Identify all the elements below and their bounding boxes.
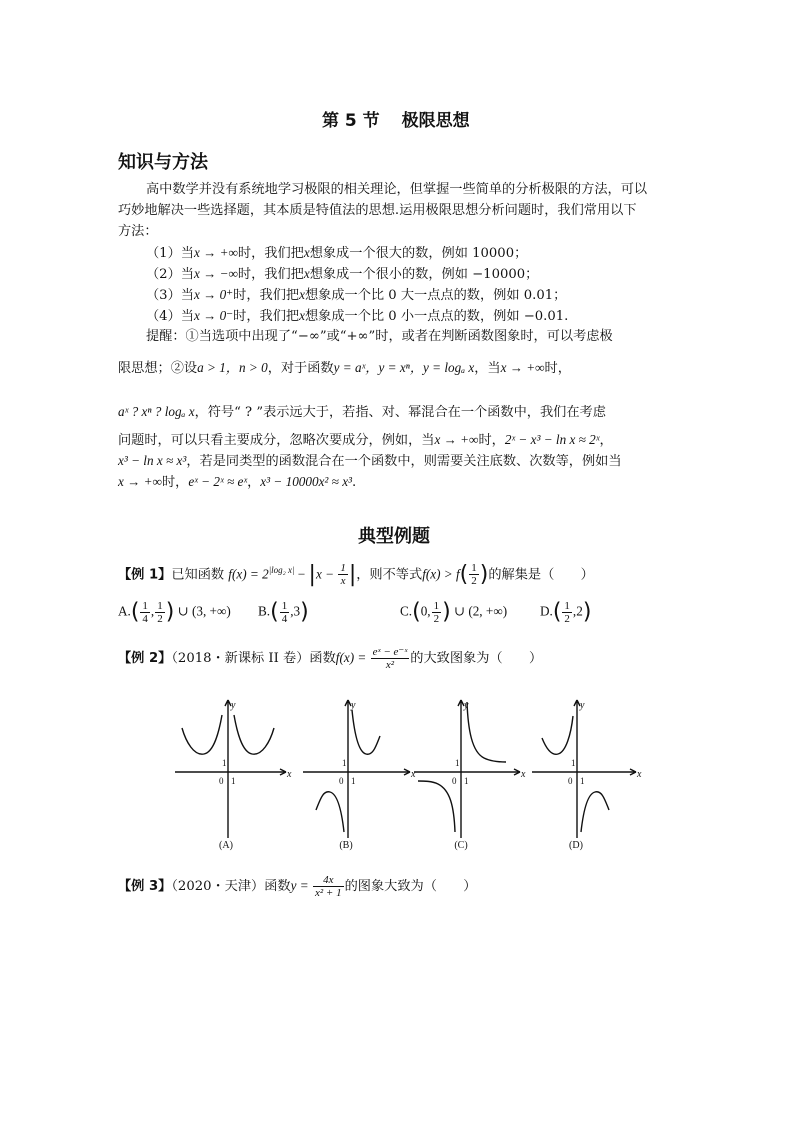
graph-a-right-branch xyxy=(234,715,274,754)
method-4-num: （4）当 xyxy=(146,309,194,324)
tip-4b: x → +∞ xyxy=(434,432,479,447)
knowledge-heading: 知识与方法 xyxy=(118,152,208,173)
method-3-mid: 时，我们把 xyxy=(233,288,300,303)
example-2-graphs xyxy=(170,690,640,860)
tip-line-2 xyxy=(118,358,571,379)
tip-3b: ，符号“ ? ”表示远大于，若指、对、幂混合在一个函数中，我们在考虑 xyxy=(194,405,606,420)
tip-6e: x³ − 10000x² ≈ x³ xyxy=(260,474,353,489)
method-4-limit: x → 0⁻ xyxy=(193,308,234,323)
graph-b-tick-1: 1 xyxy=(351,776,356,786)
example-1-label: 【例 1】 xyxy=(118,567,172,583)
graph-b[interactable] xyxy=(303,700,410,838)
tip-3a: aˣ ? xⁿ ? logₐ x xyxy=(118,404,195,419)
option-b-end: 3 xyxy=(293,603,301,619)
option-d-end: 2 xyxy=(576,603,583,619)
method-3-rest: 想象成一个比 0 大一点点的数，例如 0.01； xyxy=(304,288,567,303)
method-1-var: x xyxy=(303,245,310,260)
tip-4a: 问题时，可以只看主要成分，忽略次要成分，例如，当 xyxy=(118,433,435,448)
option-d-frac-den: 2 xyxy=(564,613,570,625)
tip-6a: x → +∞ xyxy=(118,474,162,489)
option-b-letter: B. xyxy=(258,603,271,619)
graph-a-origin: 0 xyxy=(219,776,224,786)
graph-b-ytick-1: 1 xyxy=(342,758,347,768)
example-1-half xyxy=(469,562,479,587)
option-c-frac xyxy=(432,600,442,625)
example-3 xyxy=(118,874,476,899)
example-3-source: （2020・天津）函数 xyxy=(171,879,291,894)
tip-line-6 xyxy=(118,472,356,493)
intro-line-3: 方法： xyxy=(118,224,158,239)
graph-d-tick-1: 1 xyxy=(580,776,585,786)
tip-2a: 限思想；②设 xyxy=(118,361,198,376)
example-2-frac-den: x² xyxy=(385,659,395,671)
tip-2b: a > 1，n > 0 xyxy=(197,360,268,375)
tip-2e: ，当 xyxy=(474,361,501,376)
tip-2c: ，对于函数 xyxy=(267,361,334,376)
graph-a-caption: (A) xyxy=(219,840,233,851)
tip-5a: x³ − ln x ≈ x³ xyxy=(118,453,187,468)
option-b-frac-den: 4 xyxy=(281,613,288,625)
tip-2f: x → +∞ xyxy=(500,360,545,375)
example-1-mid: ，则不等式 xyxy=(356,567,423,583)
graph-d-left-branch xyxy=(542,716,573,754)
section-name: 极限思想 xyxy=(401,111,470,131)
tip-4c: 时， xyxy=(478,433,505,448)
graph-a-tick-1: 1 xyxy=(231,776,236,786)
graph-d-caption: (D) xyxy=(569,840,583,851)
graph-b-right-branch xyxy=(352,710,380,754)
option-a-frac-1-num: 1 xyxy=(142,600,148,612)
example-1-frac xyxy=(338,562,348,587)
method-3-num: （3）当 xyxy=(146,288,194,303)
method-1-num: （1）当 xyxy=(146,246,194,261)
tip-6b: 时， xyxy=(161,475,189,490)
method-2-rest: 想象成一个很小的数，例如 −10000； xyxy=(309,267,539,282)
example-1-exponent: |log₂ x| xyxy=(268,565,295,575)
method-2-num: （2）当 xyxy=(146,267,194,282)
example-2-source: （2018・新课标 II 卷）函数 xyxy=(171,651,336,666)
graph-a-x-label: x xyxy=(287,769,292,780)
graph-a-left-branch xyxy=(182,715,222,754)
example-1-minus: − xyxy=(294,566,309,582)
example-3-frac-den: x² + 1 xyxy=(314,887,342,899)
example-1-half-den: 2 xyxy=(471,575,477,588)
option-a-frac-1 xyxy=(140,600,150,625)
graph-c-caption: (C) xyxy=(454,840,468,851)
graph-b-y-label: y xyxy=(351,700,356,711)
method-1-limit: x → +∞ xyxy=(193,245,238,260)
example-2-frac xyxy=(371,646,410,671)
graph-d-ytick-1: 1 xyxy=(571,758,576,768)
section-number: 第 5 节 xyxy=(322,111,380,131)
graph-d[interactable] xyxy=(532,700,636,838)
graph-c-tick-1: 1 xyxy=(464,776,469,786)
method-4-var: x xyxy=(299,308,305,323)
method-1 xyxy=(146,243,527,264)
graph-b-caption: (B) xyxy=(339,840,353,851)
tip-line-3 xyxy=(118,402,606,423)
example-1-abs-x: x − xyxy=(315,566,338,582)
examples-heading: 典型例题 xyxy=(358,526,430,547)
option-a-frac-2 xyxy=(155,600,165,625)
example-2-post: 的大致图象为（ ） xyxy=(410,651,543,666)
option-c-frac-den: 2 xyxy=(433,613,440,625)
option-c[interactable]: C.(0, $\frac{1}{2}$ ) ∪ (2, +∞) xyxy=(400,599,508,625)
graph-d-x-label: x xyxy=(637,769,642,780)
tip-6f: . xyxy=(352,475,357,490)
method-4-mid: 时，我们把 xyxy=(233,309,300,324)
example-2 xyxy=(118,646,542,671)
tip-2d: y = aˣ，y = xⁿ，y = logₐ x xyxy=(333,360,475,375)
example-1-pre: 已知函数 xyxy=(171,567,225,583)
graph-a-y-label: y xyxy=(231,700,236,711)
example-2-fx: f(x) = xyxy=(335,650,370,665)
option-d[interactable]: D.( $\frac{1}{2}$ ,2) xyxy=(540,599,592,625)
graph-c-ytick-1: 1 xyxy=(455,758,460,768)
graph-a-ytick-1: 1 xyxy=(222,758,227,768)
example-2-label: 【例 2】 xyxy=(118,651,172,666)
graph-c-y-label: y xyxy=(464,700,469,711)
example-1-ineq: f(x) > f xyxy=(422,566,460,582)
example-3-fx: y = xyxy=(290,878,312,893)
method-4-rest: 想象成一个比 0 小一点点的数，例如 −0.01. xyxy=(304,309,569,324)
method-2-limit: x → −∞ xyxy=(193,266,238,281)
option-c-frac-num: 1 xyxy=(433,600,440,612)
option-a-letter: A. xyxy=(118,603,131,619)
option-d-letter: D. xyxy=(540,603,553,619)
graph-d-right-branch xyxy=(581,792,609,832)
tip-4d: 2ˣ − x³ − ln x ≈ 2ˣ xyxy=(504,432,600,447)
graph-a[interactable] xyxy=(175,700,286,838)
example-1: 【例 1】已知函数 $f(x) = 2^{|log_2 x|} - |x$ − $\frac{1}{x}$ |，则不等式f(x) > f( $\frac{1}{2}$ )的解集是（ ） xyxy=(118,561,594,588)
method-1-mid: 时，我们把 xyxy=(237,246,304,261)
option-c-letter: C. xyxy=(400,603,413,619)
example-3-post: 的图象大致为（ ） xyxy=(344,879,477,894)
option-a[interactable]: A.( $\frac{1}{4}$ , $\frac{1}{2}$ ) ∪ (3, +∞) xyxy=(118,599,231,625)
example-1-frac-num: 1 xyxy=(340,562,346,575)
example-1-frac-den: x xyxy=(340,575,346,588)
page-title xyxy=(322,106,470,131)
graph-c-left-branch xyxy=(418,781,455,832)
method-4 xyxy=(146,306,568,327)
tip-line-1: 提醒：①当选项中出现了“−∞”或“+∞”时，或者在判断函数图象时，可以考虑极 xyxy=(146,329,613,344)
intro-line-2: 巧妙地解决一些选择题，其本质是特值法的思想.运用极限思想分析问题时，我们常用以下 xyxy=(118,203,637,218)
option-a-tail: ∪ (3, +∞) xyxy=(174,603,231,619)
method-3-limit: x → 0⁺ xyxy=(193,287,234,302)
graph-b-x-label: x xyxy=(411,769,416,780)
tip-line-5 xyxy=(118,451,622,472)
example-1-post: 的解集是（ ） xyxy=(488,567,594,583)
method-2-mid: 时，我们把 xyxy=(237,267,304,282)
intro-line-1: 高中数学并没有系统地学习极限的相关理论，但掌握一些简单的分析极限的方法，可以 xyxy=(146,182,648,197)
example-3-frac xyxy=(313,874,344,899)
graph-b-origin: 0 xyxy=(339,776,344,786)
graph-d-origin: 0 xyxy=(568,776,573,786)
example-1-fx: f(x) = 2 xyxy=(228,566,269,582)
graph-c[interactable] xyxy=(414,700,520,838)
graph-b-left-branch xyxy=(316,792,344,832)
graph-c-origin: 0 xyxy=(452,776,457,786)
option-c-start: 0 xyxy=(420,603,428,619)
example-3-frac-num: 4x xyxy=(313,874,344,887)
tip-5b: ，若是同类型的函数混合在一个函数中，则需要关注底数、次数等，例如当 xyxy=(186,454,622,469)
tip-6c: eˣ − 2ˣ ≈ eˣ xyxy=(188,474,248,489)
option-d-frac xyxy=(562,600,572,625)
option-d-frac-num: 1 xyxy=(564,600,570,612)
method-2-var: x xyxy=(303,266,310,281)
option-a-frac-1-den: 4 xyxy=(142,613,148,625)
option-b[interactable]: B.( $\frac{1}{4}$ ,3) xyxy=(258,599,309,625)
graph-c-right-branch xyxy=(467,702,506,762)
method-3 xyxy=(146,285,566,306)
method-2 xyxy=(146,264,538,285)
method-1-rest: 想象成一个很大的数，例如 10000； xyxy=(309,246,528,261)
example-2-frac-num: eˣ − e⁻ˣ xyxy=(372,646,408,658)
option-a-frac-2-den: 2 xyxy=(157,613,163,625)
graph-c-x-label: x xyxy=(521,769,526,780)
tip-2g: 时， xyxy=(544,361,571,376)
option-c-tail: ∪ (2, +∞) xyxy=(450,603,508,619)
example-1-half-num: 1 xyxy=(471,562,477,575)
example-3-label: 【例 3】 xyxy=(118,879,172,894)
tip-6d: ， xyxy=(247,475,261,490)
option-b-frac xyxy=(280,600,290,625)
option-a-frac-2-num: 1 xyxy=(157,600,163,612)
tip-4e: ， xyxy=(599,433,613,448)
graph-d-y-label: y xyxy=(580,700,585,711)
tip-line-4 xyxy=(118,430,613,451)
option-b-frac-num: 1 xyxy=(281,600,288,612)
method-3-var: x xyxy=(299,287,305,302)
